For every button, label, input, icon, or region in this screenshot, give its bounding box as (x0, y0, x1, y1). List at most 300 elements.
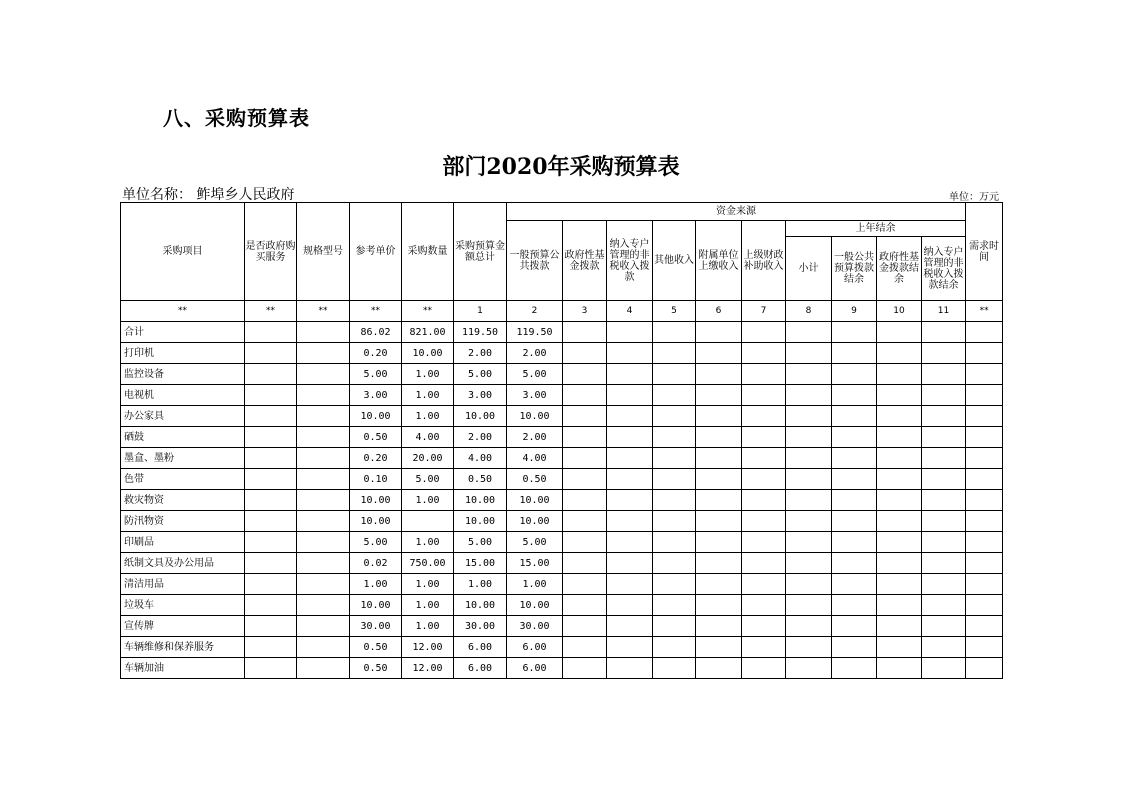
row-cell-empty (696, 658, 742, 679)
row-cell-empty (563, 322, 607, 343)
row-cell-empty (786, 658, 832, 679)
row-cell-price: 5.00 (350, 532, 402, 553)
row-cell-qty: 20.00 (402, 448, 454, 469)
row-cell-spec (297, 490, 350, 511)
row-cell-empty (832, 595, 877, 616)
row-cell-gov (245, 574, 297, 595)
index-cell: 10 (877, 301, 922, 322)
row-cell-empty (696, 553, 742, 574)
row-cell-empty (786, 469, 832, 490)
row-cell-empty (922, 532, 966, 553)
row-cell-empty (696, 322, 742, 343)
row-cell-empty (877, 532, 922, 553)
row-cell-empty (742, 616, 786, 637)
row-cell-total: 5.00 (454, 364, 507, 385)
row-cell-empty (653, 511, 696, 532)
row-cell-gov (245, 490, 297, 511)
row-cell-empty (877, 322, 922, 343)
header-special-nontax-balance: 纳入专户管理的非税收入拨款结余 (922, 237, 966, 301)
row-cell-empty (653, 574, 696, 595)
row-cell-empty (653, 658, 696, 679)
row-cell-empty (922, 511, 966, 532)
row-cell-empty (832, 364, 877, 385)
row-cell-empty (696, 532, 742, 553)
row-cell-empty (877, 427, 922, 448)
row-cell-empty (877, 343, 922, 364)
row-cell-gov (245, 553, 297, 574)
row-cell-spec (297, 469, 350, 490)
header-superior-subsidy: 上级财政补助收入 (742, 221, 786, 301)
row-cell-general: 3.00 (507, 385, 563, 406)
header-special-nontax: 纳入专户管理的非税收入拨款 (607, 221, 653, 301)
row-cell-empty (742, 385, 786, 406)
row-cell-gov (245, 364, 297, 385)
row-cell-empty (653, 322, 696, 343)
row-cell-empty (742, 553, 786, 574)
row-cell-empty (832, 343, 877, 364)
row-cell-empty (742, 406, 786, 427)
row-cell-empty (607, 616, 653, 637)
header-ref-price: 参考单价 (350, 203, 402, 301)
index-cell: ** (245, 301, 297, 322)
row-cell-empty (563, 511, 607, 532)
row-cell-empty (696, 427, 742, 448)
row-cell-empty (832, 658, 877, 679)
row-cell-empty (607, 385, 653, 406)
row-cell-empty (742, 532, 786, 553)
row-cell-empty (653, 490, 696, 511)
row-cell-total: 10.00 (454, 511, 507, 532)
row-cell-empty (696, 490, 742, 511)
row-cell-general: 10.00 (507, 595, 563, 616)
header-general-budget: 一般预算公共拨款 (507, 221, 563, 301)
row-cell-empty (653, 385, 696, 406)
row-cell-empty (696, 343, 742, 364)
row-cell-gov (245, 511, 297, 532)
row-cell-empty (966, 322, 1003, 343)
index-cell: 1 (454, 301, 507, 322)
row-cell-empty (607, 553, 653, 574)
row-cell-empty (607, 658, 653, 679)
row-cell-spec (297, 343, 350, 364)
row-cell-empty (966, 511, 1003, 532)
row-cell-qty: 1.00 (402, 595, 454, 616)
row-cell-empty (832, 385, 877, 406)
row-cell-empty (922, 616, 966, 637)
row-cell-empty (653, 595, 696, 616)
row-item-name: 合计 (121, 322, 245, 343)
row-cell-empty (563, 385, 607, 406)
row-cell-empty (742, 469, 786, 490)
row-cell-spec (297, 553, 350, 574)
table-row (121, 574, 1003, 595)
row-item-name: 宣传牌 (121, 616, 245, 637)
row-cell-empty (786, 637, 832, 658)
row-cell-empty (877, 469, 922, 490)
unit-label: 单位：万元 (949, 192, 999, 203)
row-cell-spec (297, 427, 350, 448)
row-cell-qty: 1.00 (402, 364, 454, 385)
index-cell: ** (350, 301, 402, 322)
row-cell-price: 86.02 (350, 322, 402, 343)
row-cell-empty (966, 637, 1003, 658)
row-cell-empty (563, 553, 607, 574)
row-cell-empty (877, 406, 922, 427)
row-cell-empty (653, 469, 696, 490)
row-cell-general: 30.00 (507, 616, 563, 637)
row-cell-empty (607, 637, 653, 658)
row-cell-empty (832, 427, 877, 448)
header-gov-fund: 政府性基金拨款 (563, 221, 607, 301)
table-row (121, 469, 1003, 490)
header-fund-source: 资金来源 (507, 203, 966, 221)
row-cell-qty: 1.00 (402, 490, 454, 511)
column-index-row (121, 301, 1003, 322)
row-cell-price: 1.00 (350, 574, 402, 595)
index-cell: 4 (607, 301, 653, 322)
row-cell-empty (563, 469, 607, 490)
row-cell-total: 6.00 (454, 658, 507, 679)
row-cell-empty (563, 490, 607, 511)
procurement-budget-table (120, 202, 1003, 679)
row-item-name: 打印机 (121, 343, 245, 364)
row-cell-empty (966, 490, 1003, 511)
row-cell-empty (786, 427, 832, 448)
row-cell-empty (607, 427, 653, 448)
row-cell-general: 5.00 (507, 532, 563, 553)
row-cell-empty (696, 637, 742, 658)
row-cell-price: 0.50 (350, 637, 402, 658)
index-cell: ** (966, 301, 1003, 322)
row-item-name: 硒鼓 (121, 427, 245, 448)
row-cell-spec (297, 532, 350, 553)
row-cell-price: 3.00 (350, 385, 402, 406)
row-cell-empty (742, 490, 786, 511)
row-cell-total: 2.00 (454, 343, 507, 364)
row-cell-empty (786, 616, 832, 637)
row-cell-empty (563, 637, 607, 658)
row-cell-qty: 750.00 (402, 553, 454, 574)
table-row (121, 616, 1003, 637)
row-cell-empty (607, 532, 653, 553)
row-cell-empty (832, 469, 877, 490)
row-cell-empty (922, 385, 966, 406)
row-cell-price: 10.00 (350, 406, 402, 427)
table-row (121, 553, 1003, 574)
row-cell-total: 30.00 (454, 616, 507, 637)
row-cell-spec (297, 385, 350, 406)
row-cell-qty: 1.00 (402, 532, 454, 553)
row-cell-empty (607, 322, 653, 343)
row-cell-empty (563, 406, 607, 427)
row-cell-empty (966, 364, 1003, 385)
row-cell-price: 0.02 (350, 553, 402, 574)
row-cell-general: 6.00 (507, 637, 563, 658)
row-cell-empty (786, 490, 832, 511)
row-cell-empty (742, 574, 786, 595)
row-cell-empty (786, 385, 832, 406)
row-cell-empty (653, 637, 696, 658)
row-cell-empty (966, 427, 1003, 448)
row-cell-spec (297, 658, 350, 679)
row-cell-qty: 12.00 (402, 637, 454, 658)
table-row (121, 448, 1003, 469)
row-cell-empty (696, 511, 742, 532)
row-cell-empty (696, 406, 742, 427)
row-cell-empty (607, 511, 653, 532)
row-cell-total: 1.00 (454, 574, 507, 595)
row-cell-gov (245, 427, 297, 448)
row-cell-empty (877, 511, 922, 532)
row-cell-empty (786, 364, 832, 385)
row-cell-general: 2.00 (507, 343, 563, 364)
row-cell-empty (607, 343, 653, 364)
row-cell-empty (653, 616, 696, 637)
header-item: 采购项目 (121, 203, 245, 301)
row-cell-general: 5.00 (507, 364, 563, 385)
row-cell-empty (786, 322, 832, 343)
row-cell-total: 2.00 (454, 427, 507, 448)
table-row (121, 406, 1003, 427)
row-cell-empty (966, 385, 1003, 406)
row-cell-empty (563, 343, 607, 364)
row-cell-qty: 4.00 (402, 427, 454, 448)
row-cell-spec (297, 448, 350, 469)
row-cell-empty (563, 616, 607, 637)
row-cell-empty (877, 553, 922, 574)
row-cell-empty (922, 322, 966, 343)
row-cell-qty (402, 511, 454, 532)
row-cell-empty (607, 469, 653, 490)
row-cell-empty (922, 658, 966, 679)
row-cell-spec (297, 511, 350, 532)
row-cell-price: 0.50 (350, 658, 402, 679)
row-cell-total: 119.50 (454, 322, 507, 343)
row-cell-qty: 10.00 (402, 343, 454, 364)
table-row (121, 490, 1003, 511)
row-cell-qty: 1.00 (402, 574, 454, 595)
table-row (121, 427, 1003, 448)
row-item-name: 印刷品 (121, 532, 245, 553)
row-cell-empty (742, 658, 786, 679)
row-cell-empty (966, 406, 1003, 427)
row-cell-empty (653, 343, 696, 364)
row-cell-empty (922, 553, 966, 574)
row-cell-empty (563, 364, 607, 385)
row-cell-empty (696, 574, 742, 595)
row-cell-empty (742, 511, 786, 532)
row-cell-empty (653, 532, 696, 553)
table-title: 部门2020年采购预算表 (442, 154, 680, 180)
row-cell-empty (786, 511, 832, 532)
row-cell-empty (832, 616, 877, 637)
row-cell-empty (563, 427, 607, 448)
row-cell-total: 4.00 (454, 448, 507, 469)
table-row (121, 511, 1003, 532)
row-cell-empty (786, 595, 832, 616)
row-cell-empty (786, 553, 832, 574)
row-cell-empty (653, 427, 696, 448)
row-item-name: 车辆维修和保养服务 (121, 637, 245, 658)
row-cell-empty (922, 595, 966, 616)
row-item-name: 办公家具 (121, 406, 245, 427)
row-cell-empty (786, 574, 832, 595)
row-cell-empty (742, 427, 786, 448)
row-cell-empty (877, 364, 922, 385)
index-cell: ** (402, 301, 454, 322)
row-cell-general: 119.50 (507, 322, 563, 343)
row-cell-qty: 1.00 (402, 616, 454, 637)
row-cell-empty (563, 532, 607, 553)
row-cell-gov (245, 322, 297, 343)
row-cell-empty (877, 448, 922, 469)
row-cell-empty (563, 574, 607, 595)
row-cell-general: 10.00 (507, 511, 563, 532)
header-required-time: 需求时间 (966, 203, 1003, 301)
row-cell-general: 10.00 (507, 490, 563, 511)
row-cell-empty (877, 637, 922, 658)
row-cell-price: 5.00 (350, 364, 402, 385)
row-item-name: 色带 (121, 469, 245, 490)
row-cell-empty (786, 448, 832, 469)
row-cell-gov (245, 532, 297, 553)
row-cell-qty: 821.00 (402, 322, 454, 343)
row-item-name: 防汛物资 (121, 511, 245, 532)
row-cell-gov (245, 616, 297, 637)
row-cell-gov (245, 637, 297, 658)
row-item-name: 纸制文具及办公用品 (121, 553, 245, 574)
table-row (121, 595, 1003, 616)
row-cell-price: 30.00 (350, 616, 402, 637)
row-cell-total: 10.00 (454, 490, 507, 511)
row-cell-empty (832, 511, 877, 532)
row-cell-empty (607, 406, 653, 427)
header-quantity: 采购数量 (402, 203, 454, 301)
row-cell-total: 10.00 (454, 406, 507, 427)
row-cell-empty (607, 490, 653, 511)
row-item-name: 救灾物资 (121, 490, 245, 511)
row-cell-price: 0.50 (350, 427, 402, 448)
section-title: 八、采购预算表 (163, 106, 310, 130)
header-subtotal: 小计 (786, 237, 832, 301)
table-row (121, 637, 1003, 658)
header-is-gov-service: 是否政府购买服务 (245, 203, 297, 301)
row-cell-empty (832, 406, 877, 427)
index-cell: 6 (696, 301, 742, 322)
row-cell-empty (966, 616, 1003, 637)
row-cell-empty (832, 448, 877, 469)
row-cell-total: 0.50 (454, 469, 507, 490)
row-cell-empty (832, 574, 877, 595)
row-cell-empty (696, 364, 742, 385)
index-cell: ** (297, 301, 350, 322)
row-cell-empty (966, 595, 1003, 616)
row-cell-empty (966, 469, 1003, 490)
row-item-name: 监控设备 (121, 364, 245, 385)
row-cell-empty (966, 343, 1003, 364)
header-last-year-balance: 上年结余 (786, 221, 966, 237)
table-row (121, 532, 1003, 553)
index-cell: 8 (786, 301, 832, 322)
table-row (121, 385, 1003, 406)
row-cell-empty (832, 490, 877, 511)
row-cell-price: 0.10 (350, 469, 402, 490)
index-cell: 11 (922, 301, 966, 322)
row-cell-empty (653, 364, 696, 385)
row-cell-total: 15.00 (454, 553, 507, 574)
row-cell-empty (877, 574, 922, 595)
row-cell-price: 10.00 (350, 490, 402, 511)
row-cell-price: 0.20 (350, 448, 402, 469)
row-cell-empty (653, 406, 696, 427)
row-cell-empty (563, 658, 607, 679)
header-gov-fund-balance: 政府性基金拨款结余 (877, 237, 922, 301)
row-cell-spec (297, 322, 350, 343)
table-row (121, 364, 1003, 385)
row-cell-gov (245, 469, 297, 490)
row-cell-empty (742, 364, 786, 385)
row-cell-spec (297, 616, 350, 637)
row-cell-empty (922, 364, 966, 385)
row-cell-empty (563, 448, 607, 469)
index-cell: ** (121, 301, 245, 322)
row-cell-empty (607, 448, 653, 469)
row-cell-general: 6.00 (507, 658, 563, 679)
row-cell-empty (696, 595, 742, 616)
row-item-name: 垃圾车 (121, 595, 245, 616)
row-cell-empty (832, 322, 877, 343)
row-cell-empty (966, 448, 1003, 469)
row-cell-empty (922, 427, 966, 448)
row-cell-empty (786, 343, 832, 364)
row-cell-empty (832, 637, 877, 658)
row-cell-qty: 12.00 (402, 658, 454, 679)
row-cell-empty (563, 595, 607, 616)
row-cell-spec (297, 406, 350, 427)
row-cell-total: 5.00 (454, 532, 507, 553)
index-cell: 3 (563, 301, 607, 322)
index-cell: 7 (742, 301, 786, 322)
row-cell-empty (742, 637, 786, 658)
header-spec: 规格型号 (297, 203, 350, 301)
row-cell-qty: 5.00 (402, 469, 454, 490)
row-cell-empty (922, 448, 966, 469)
row-cell-empty (607, 595, 653, 616)
row-cell-general: 1.00 (507, 574, 563, 595)
row-item-name: 清洁用品 (121, 574, 245, 595)
row-cell-empty (877, 595, 922, 616)
row-cell-empty (607, 364, 653, 385)
row-cell-empty (742, 448, 786, 469)
row-cell-empty (966, 553, 1003, 574)
row-cell-spec (297, 364, 350, 385)
row-cell-gov (245, 343, 297, 364)
row-cell-qty: 1.00 (402, 406, 454, 427)
row-cell-empty (922, 490, 966, 511)
row-cell-price: 10.00 (350, 595, 402, 616)
row-cell-general: 10.00 (507, 406, 563, 427)
unit-name: 单位名称： 鲊埠乡人民政府 (122, 187, 295, 203)
row-cell-empty (696, 616, 742, 637)
row-cell-general: 0.50 (507, 469, 563, 490)
row-cell-empty (877, 385, 922, 406)
row-cell-gov (245, 406, 297, 427)
row-cell-spec (297, 637, 350, 658)
index-cell: 9 (832, 301, 877, 322)
row-cell-empty (832, 532, 877, 553)
row-cell-empty (966, 658, 1003, 679)
row-cell-empty (922, 637, 966, 658)
